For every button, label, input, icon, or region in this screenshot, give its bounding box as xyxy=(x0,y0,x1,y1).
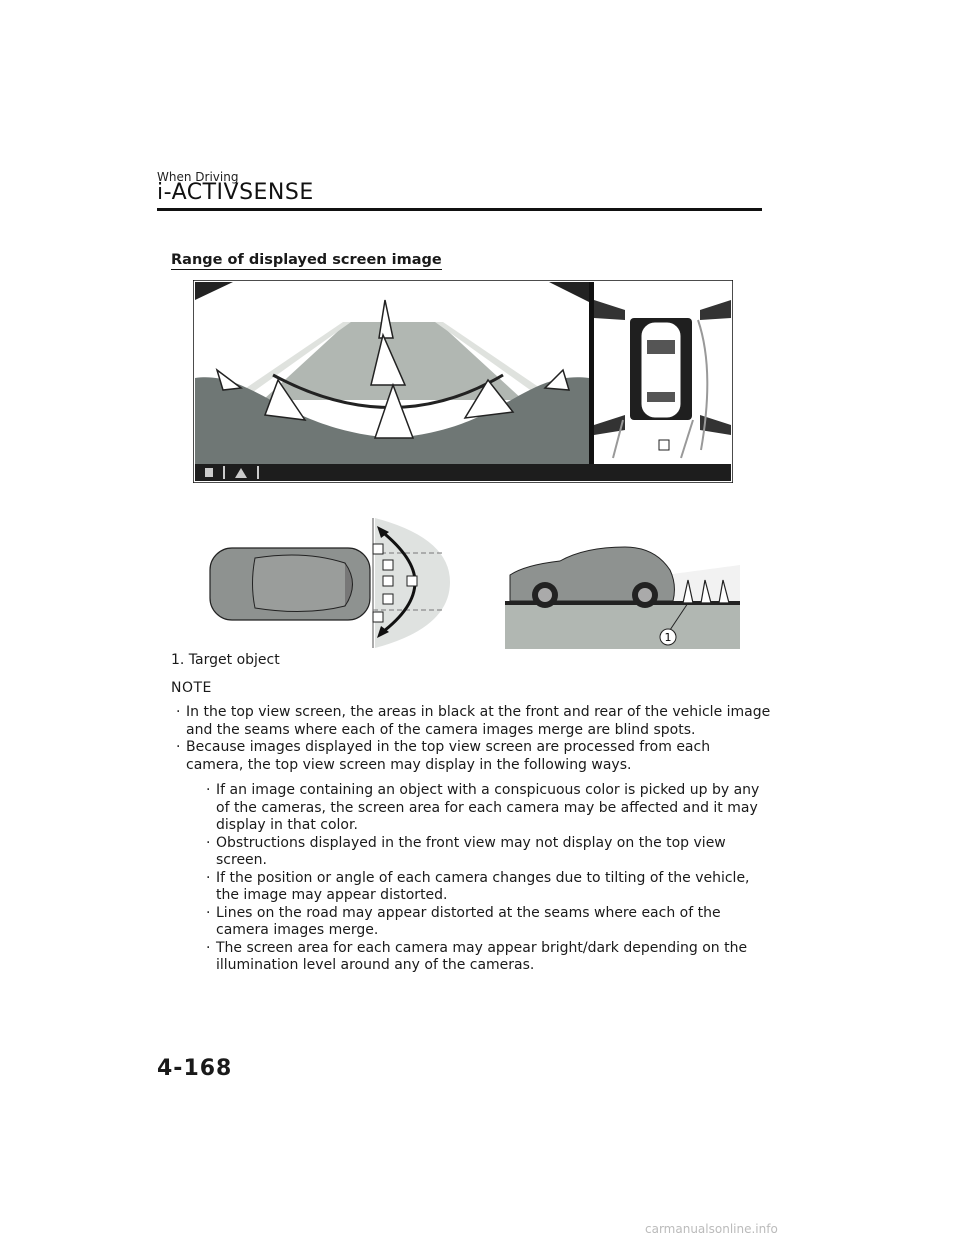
note-sub-bullet: · Obstructions displayed in the front view may not display on the top view screen. xyxy=(201,835,771,870)
page-number: 4-168 xyxy=(157,1056,233,1081)
note-sub-bullet-list xyxy=(186,782,771,975)
note-bullet xyxy=(171,739,771,975)
note-title: NOTE xyxy=(171,680,212,696)
screen-display-figure xyxy=(193,280,733,483)
note-bullet: · In the top view screen, the areas in black at the front and rear of the vehicle image and the seams where each of the camera images merge are blind spots. xyxy=(171,704,771,739)
callout-number: 1 xyxy=(664,631,672,644)
chapter-title: i-ACTIVSENSE xyxy=(157,180,314,205)
side-view-car-figure xyxy=(505,545,740,649)
note-sub-bullet: · If the position or angle of each camera changes due to tilting of the vehicle, the image may appear distorted. xyxy=(201,870,771,905)
legend-target-object: 1. Target object xyxy=(171,652,280,668)
note-bullet-text: Because images displayed in the top view screen are processed from each camera, the top view screen may display in the following ways. xyxy=(186,739,711,773)
section-label: When Driving xyxy=(157,170,239,184)
note-sub-bullet: · Lines on the road may appear distorted at the seams where each of the camera images merge. xyxy=(201,905,771,940)
note-sub-bullet: · If an image containing an object with a conspicuous color is picked up by any of the cameras, the screen area for each camera may be affected and it may display in that color. xyxy=(201,782,771,835)
header-divider xyxy=(157,208,762,211)
note-sub-bullet: · The screen area for each camera may appear bright/dark depending on the illumination level around any of the cameras. xyxy=(201,940,771,975)
top-down-car-figure xyxy=(205,518,450,648)
subheading: Range of displayed screen image xyxy=(171,252,442,268)
footer-watermark: carmanualsonline.info xyxy=(645,1222,778,1236)
note-bullet-list xyxy=(171,704,771,975)
